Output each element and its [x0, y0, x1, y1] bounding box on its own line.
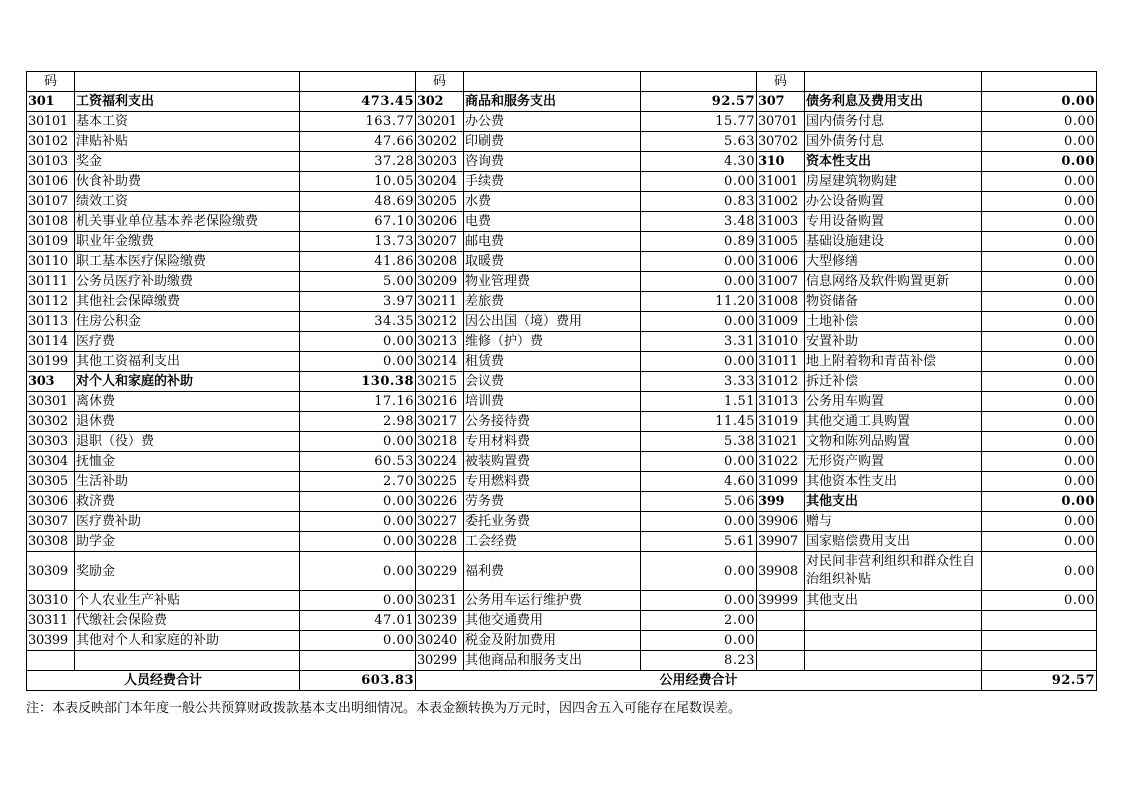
- table-row: [27, 591, 1097, 611]
- code-cell: 30218: [416, 432, 464, 452]
- amount-cell: 0.00: [982, 412, 1097, 432]
- table-row: [27, 412, 1097, 432]
- table-row: [27, 651, 1097, 671]
- item-name-cell: 津贴补贴: [75, 132, 300, 152]
- item-name-cell: 被装购置费: [464, 452, 641, 472]
- amount-cell: 0.00: [982, 591, 1097, 611]
- table-row: [27, 252, 1097, 272]
- item-name-cell: 房屋建筑物购建: [805, 172, 982, 192]
- amount-cell: 3.97: [300, 292, 416, 312]
- code-cell: 30109: [27, 232, 75, 252]
- item-name-cell: 维修（护）费: [464, 332, 641, 352]
- table-row: [27, 611, 1097, 631]
- code-cell: 302: [416, 92, 464, 112]
- item-name-cell: 取暖费: [464, 252, 641, 272]
- item-name-cell: 公务员医疗补助缴费: [75, 272, 300, 292]
- table-row: [27, 152, 1097, 172]
- code-cell: 30240: [416, 631, 464, 651]
- table-row: [27, 212, 1097, 232]
- item-name-cell: 福利费: [464, 552, 641, 591]
- code-cell: 31099: [757, 472, 805, 492]
- amount-cell: 4.30: [641, 152, 757, 172]
- code-cell: [27, 651, 75, 671]
- code-cell: 30302: [27, 412, 75, 432]
- amount-cell: 48.69: [300, 192, 416, 212]
- expenditure-detail-table: [26, 71, 1097, 691]
- amount-cell: 47.01: [300, 611, 416, 631]
- amount-cell: 3.33: [641, 372, 757, 392]
- code-cell: 31009: [757, 312, 805, 332]
- item-name-cell: 公务用车购置: [805, 392, 982, 412]
- amount-cell: 0.00: [982, 332, 1097, 352]
- code-header-3: 码: [757, 72, 805, 92]
- table-row: [27, 512, 1097, 532]
- item-name-cell: 其他资本性支出: [805, 472, 982, 492]
- table-row: [27, 392, 1097, 412]
- amount-cell: 0.00: [982, 132, 1097, 152]
- table-row: [27, 472, 1097, 492]
- item-name-cell: 印刷费: [464, 132, 641, 152]
- code-cell: 31011: [757, 352, 805, 372]
- item-name-cell: 离休费: [75, 392, 300, 412]
- code-cell: 31001: [757, 172, 805, 192]
- code-cell: 30311: [27, 611, 75, 631]
- item-name-cell: 差旅费: [464, 292, 641, 312]
- amount-cell: 37.28: [300, 152, 416, 172]
- amount-cell: 8.23: [641, 651, 757, 671]
- item-name-cell: 赠与: [805, 512, 982, 532]
- amount-cell: 0.00: [982, 432, 1097, 452]
- code-cell: 30702: [757, 132, 805, 152]
- code-cell: 31013: [757, 392, 805, 412]
- amount-cell: 0.89: [641, 232, 757, 252]
- amount-cell: 0.00: [300, 591, 416, 611]
- amount-cell: 0.00: [982, 372, 1097, 392]
- item-name-cell: 文物和陈列品购置: [805, 432, 982, 452]
- amount-cell: 0.00: [982, 452, 1097, 472]
- amount-cell: 130.38: [300, 372, 416, 392]
- code-cell: 30202: [416, 132, 464, 152]
- amount-cell: 0.00: [982, 272, 1097, 292]
- item-name-cell: 国外债务付息: [805, 132, 982, 152]
- public-total-label: 公用经费合计: [416, 671, 982, 691]
- table-row: [27, 452, 1097, 472]
- table-row: [27, 312, 1097, 332]
- empty-header-cell: [641, 72, 757, 92]
- code-cell: 31003: [757, 212, 805, 232]
- amount-cell: 4.60: [641, 472, 757, 492]
- item-name-cell: [805, 651, 982, 671]
- item-name-cell: 职业年金缴费: [75, 232, 300, 252]
- table-row: [27, 292, 1097, 312]
- amount-cell: 47.66: [300, 132, 416, 152]
- code-cell: 30208: [416, 252, 464, 272]
- code-cell: 30212: [416, 312, 464, 332]
- item-name-cell: 电费: [464, 212, 641, 232]
- code-cell: 30306: [27, 492, 75, 512]
- item-name-cell: 公务用车运行维护费: [464, 591, 641, 611]
- item-name-cell: 信息网络及软件购置更新: [805, 272, 982, 292]
- code-cell: 30203: [416, 152, 464, 172]
- amount-cell: 3.48: [641, 212, 757, 232]
- item-name-cell: 其他工资福利支出: [75, 352, 300, 372]
- code-cell: 30301: [27, 392, 75, 412]
- code-cell: 399: [757, 492, 805, 512]
- code-cell: 30102: [27, 132, 75, 152]
- table-row: [27, 232, 1097, 252]
- item-name-cell: 专用材料费: [464, 432, 641, 452]
- item-name-cell: 助学金: [75, 532, 300, 552]
- amount-cell: 0.00: [641, 452, 757, 472]
- code-cell: 30309: [27, 552, 75, 591]
- code-cell: 30107: [27, 192, 75, 212]
- item-name-cell: 劳务费: [464, 492, 641, 512]
- amount-cell: 0.83: [641, 192, 757, 212]
- code-cell: 30211: [416, 292, 464, 312]
- amount-cell: [982, 631, 1097, 651]
- code-cell: 31005: [757, 232, 805, 252]
- amount-cell: 0.00: [982, 472, 1097, 492]
- amount-cell: 0.00: [300, 532, 416, 552]
- item-name-cell: 办公费: [464, 112, 641, 132]
- item-name-cell: 大型修缮: [805, 252, 982, 272]
- code-cell: 30303: [27, 432, 75, 452]
- item-name-cell: 地上附着物和青苗补偿: [805, 352, 982, 372]
- amount-cell: 5.61: [641, 532, 757, 552]
- amount-cell: [982, 651, 1097, 671]
- personnel-total-value: 603.83: [300, 671, 416, 691]
- item-name-cell: 伙食补助费: [75, 172, 300, 192]
- code-cell: 30111: [27, 272, 75, 292]
- code-cell: 30207: [416, 232, 464, 252]
- item-name-cell: 国内债务付息: [805, 112, 982, 132]
- item-name-cell: 职工基本医疗保险缴费: [75, 252, 300, 272]
- item-name-cell: 土地补偿: [805, 312, 982, 332]
- amount-cell: 0.00: [982, 152, 1097, 172]
- item-name-cell: 救济费: [75, 492, 300, 512]
- amount-cell: 2.70: [300, 472, 416, 492]
- code-cell: 30225: [416, 472, 464, 492]
- item-name-cell: 工会经费: [464, 532, 641, 552]
- table-row: [27, 92, 1097, 112]
- empty-header-cell: [300, 72, 416, 92]
- code-cell: 31021: [757, 432, 805, 452]
- item-name-cell: 税金及附加费用: [464, 631, 641, 651]
- code-cell: 310: [757, 152, 805, 172]
- item-name-cell: 生活补助: [75, 472, 300, 492]
- amount-cell: 0.00: [982, 92, 1097, 112]
- item-name-cell: 国家赔偿费用支出: [805, 532, 982, 552]
- item-name-cell: 奖励金: [75, 552, 300, 591]
- item-name-cell: 其他社会保障缴费: [75, 292, 300, 312]
- code-cell: 30201: [416, 112, 464, 132]
- item-name-cell: 对个人和家庭的补助: [75, 372, 300, 392]
- amount-cell: 0.00: [641, 591, 757, 611]
- item-name-cell: 专用设备购置: [805, 212, 982, 232]
- table-row: [27, 631, 1097, 651]
- amount-cell: 92.57: [641, 92, 757, 112]
- code-cell: 30206: [416, 212, 464, 232]
- item-name-cell: [75, 651, 300, 671]
- amount-cell: 0.00: [982, 552, 1097, 591]
- amount-cell: 5.38: [641, 432, 757, 452]
- table-row: [27, 432, 1097, 452]
- code-cell: 31012: [757, 372, 805, 392]
- code-header-1: 码: [27, 72, 75, 92]
- amount-cell: 0.00: [641, 172, 757, 192]
- amount-cell: 0.00: [982, 192, 1097, 212]
- amount-cell: 0.00: [982, 212, 1097, 232]
- item-name-cell: 债务利息及费用支出: [805, 92, 982, 112]
- code-cell: 301: [27, 92, 75, 112]
- amount-cell: 0.00: [300, 631, 416, 651]
- item-name-cell: 其他对个人和家庭的补助: [75, 631, 300, 651]
- amount-cell: 0.00: [641, 631, 757, 651]
- item-name-cell: 拆迁补偿: [805, 372, 982, 392]
- item-name-cell: [805, 631, 982, 651]
- item-name-cell: 委托业务费: [464, 512, 641, 532]
- code-cell: 30213: [416, 332, 464, 352]
- amount-cell: 0.00: [641, 352, 757, 372]
- code-cell: 30228: [416, 532, 464, 552]
- code-cell: 30114: [27, 332, 75, 352]
- item-name-cell: 退休费: [75, 412, 300, 432]
- code-cell: 30229: [416, 552, 464, 591]
- amount-cell: 0.00: [982, 292, 1097, 312]
- code-cell: 31010: [757, 332, 805, 352]
- item-name-cell: 工资福利支出: [75, 92, 300, 112]
- amount-cell: 11.20: [641, 292, 757, 312]
- code-cell: 30103: [27, 152, 75, 172]
- amount-cell: 1.51: [641, 392, 757, 412]
- item-name-cell: 其他支出: [805, 591, 982, 611]
- personnel-total-label: 人员经费合计: [27, 671, 300, 691]
- code-cell: 31019: [757, 412, 805, 432]
- code-cell: 30112: [27, 292, 75, 312]
- amount-cell: 0.00: [982, 392, 1097, 412]
- item-name-cell: 基本工资: [75, 112, 300, 132]
- amount-cell: 2.98: [300, 412, 416, 432]
- table-row: [27, 192, 1097, 212]
- amount-cell: 0.00: [641, 552, 757, 591]
- code-cell: 30304: [27, 452, 75, 472]
- amount-cell: 17.16: [300, 392, 416, 412]
- code-cell: 30205: [416, 192, 464, 212]
- code-cell: 30101: [27, 112, 75, 132]
- table-row: [27, 352, 1097, 372]
- amount-cell: 0.00: [300, 552, 416, 591]
- code-cell: 30204: [416, 172, 464, 192]
- amount-cell: 0.00: [300, 492, 416, 512]
- item-name-cell: 机关事业单位基本养老保险缴费: [75, 212, 300, 232]
- code-cell: 30110: [27, 252, 75, 272]
- amount-cell: 41.86: [300, 252, 416, 272]
- code-cell: 30299: [416, 651, 464, 671]
- amount-cell: 0.00: [982, 112, 1097, 132]
- code-cell: 30214: [416, 352, 464, 372]
- amount-cell: 34.35: [300, 312, 416, 332]
- item-name-cell: 资本性支出: [805, 152, 982, 172]
- item-name-cell: 代缴社会保险费: [75, 611, 300, 631]
- code-cell: 30113: [27, 312, 75, 332]
- table-row: [27, 132, 1097, 152]
- code-cell: 30209: [416, 272, 464, 292]
- item-name-cell: 培训费: [464, 392, 641, 412]
- amount-cell: 0.00: [300, 512, 416, 532]
- code-cell: 39999: [757, 591, 805, 611]
- code-cell: 30310: [27, 591, 75, 611]
- item-name-cell: [805, 611, 982, 631]
- public-total-value: 92.57: [982, 671, 1097, 691]
- amount-cell: 0.00: [641, 272, 757, 292]
- amount-cell: 5.00: [300, 272, 416, 292]
- code-cell: 303: [27, 372, 75, 392]
- item-name-cell: 绩效工资: [75, 192, 300, 212]
- amount-cell: 0.00: [300, 332, 416, 352]
- code-cell: 30199: [27, 352, 75, 372]
- amount-cell: 3.31: [641, 332, 757, 352]
- item-name-cell: 物业管理费: [464, 272, 641, 292]
- amount-cell: 11.45: [641, 412, 757, 432]
- item-name-cell: 办公设备购置: [805, 192, 982, 212]
- item-name-cell: 医疗费: [75, 332, 300, 352]
- amount-cell: 60.53: [300, 452, 416, 472]
- amount-cell: 10.05: [300, 172, 416, 192]
- amount-cell: [982, 611, 1097, 631]
- item-name-cell: 手续费: [464, 172, 641, 192]
- amount-cell: 67.10: [300, 212, 416, 232]
- amount-cell: 0.00: [982, 232, 1097, 252]
- code-cell: 30108: [27, 212, 75, 232]
- code-cell: 31002: [757, 192, 805, 212]
- amount-cell: 0.00: [982, 532, 1097, 552]
- table-row: [27, 112, 1097, 132]
- code-cell: 39908: [757, 552, 805, 591]
- code-cell: 30308: [27, 532, 75, 552]
- table-row: [27, 172, 1097, 192]
- item-name-cell: 个人农业生产补贴: [75, 591, 300, 611]
- item-name-cell: 奖金: [75, 152, 300, 172]
- table-row: [27, 372, 1097, 392]
- code-cell: 31007: [757, 272, 805, 292]
- item-name-cell: 其他交通费用: [464, 611, 641, 631]
- item-name-cell: 水费: [464, 192, 641, 212]
- code-cell: 30216: [416, 392, 464, 412]
- code-cell: [757, 651, 805, 671]
- header-row: [27, 72, 1097, 92]
- amount-cell: 0.00: [982, 492, 1097, 512]
- amount-cell: 0.00: [982, 352, 1097, 372]
- item-name-cell: 无形资产购置: [805, 452, 982, 472]
- item-name-cell: 邮电费: [464, 232, 641, 252]
- code-cell: 30215: [416, 372, 464, 392]
- empty-header-cell: [75, 72, 300, 92]
- item-name-cell: 其他交通工具购置: [805, 412, 982, 432]
- amount-cell: 0.00: [982, 172, 1097, 192]
- code-header-2: 码: [416, 72, 464, 92]
- item-name-cell: 专用燃料费: [464, 472, 641, 492]
- code-cell: 39907: [757, 532, 805, 552]
- table-row: [27, 492, 1097, 512]
- amount-cell: 5.06: [641, 492, 757, 512]
- amount-cell: 0.00: [300, 432, 416, 452]
- item-name-cell: 物资储备: [805, 292, 982, 312]
- item-name-cell: 咨询费: [464, 152, 641, 172]
- code-cell: 30231: [416, 591, 464, 611]
- amount-cell: 15.77: [641, 112, 757, 132]
- amount-cell: 0.00: [300, 352, 416, 372]
- code-cell: 30701: [757, 112, 805, 132]
- item-name-cell: 安置补助: [805, 332, 982, 352]
- item-name-cell: 其他支出: [805, 492, 982, 512]
- code-cell: 30224: [416, 452, 464, 472]
- item-name-cell: 医疗费补助: [75, 512, 300, 532]
- item-name-cell: 因公出国（境）费用: [464, 312, 641, 332]
- item-name-cell: 抚恤金: [75, 452, 300, 472]
- table-row: [27, 552, 1097, 591]
- item-name-cell: 其他商品和服务支出: [464, 651, 641, 671]
- empty-header-cell: [805, 72, 982, 92]
- amount-cell: 0.00: [641, 512, 757, 532]
- amount-cell: 2.00: [641, 611, 757, 631]
- code-cell: 30106: [27, 172, 75, 192]
- code-cell: 30227: [416, 512, 464, 532]
- table-footnote: 注：本表反映部门本年度一般公共预算财政拨款基本支出明细情况。本表金额转换为万元时，因四舍五入可能存在尾数误差。: [26, 701, 742, 716]
- amount-cell: 473.45: [300, 92, 416, 112]
- totals-row: [27, 671, 1097, 691]
- item-name-cell: 公务接待费: [464, 412, 641, 432]
- amount-cell: 0.00: [982, 512, 1097, 532]
- code-cell: 307: [757, 92, 805, 112]
- amount-cell: 0.00: [641, 312, 757, 332]
- amount-cell: 0.00: [641, 252, 757, 272]
- item-name-cell: 退职（役）费: [75, 432, 300, 452]
- code-cell: [757, 631, 805, 651]
- item-name-cell: 租赁费: [464, 352, 641, 372]
- code-cell: 39906: [757, 512, 805, 532]
- code-cell: [757, 611, 805, 631]
- empty-header-cell: [982, 72, 1097, 92]
- amount-cell: 0.00: [982, 312, 1097, 332]
- amount-cell: 13.73: [300, 232, 416, 252]
- item-name-cell: 商品和服务支出: [464, 92, 641, 112]
- code-cell: 31008: [757, 292, 805, 312]
- table-row: [27, 272, 1097, 292]
- code-cell: 30217: [416, 412, 464, 432]
- code-cell: 31006: [757, 252, 805, 272]
- amount-cell: 163.77: [300, 112, 416, 132]
- code-cell: 30399: [27, 631, 75, 651]
- item-name-cell: 住房公积金: [75, 312, 300, 332]
- item-name-cell: 基础设施建设: [805, 232, 982, 252]
- code-cell: 30226: [416, 492, 464, 512]
- code-cell: 30305: [27, 472, 75, 492]
- table-row: [27, 332, 1097, 352]
- amount-cell: 0.00: [982, 252, 1097, 272]
- code-cell: 30239: [416, 611, 464, 631]
- amount-cell: [300, 651, 416, 671]
- empty-header-cell: [464, 72, 641, 92]
- amount-cell: 5.63: [641, 132, 757, 152]
- code-cell: 31022: [757, 452, 805, 472]
- item-name-cell: 对民间非营利组织和群众性自治组织补贴: [805, 552, 982, 591]
- code-cell: 30307: [27, 512, 75, 532]
- table-row: [27, 532, 1097, 552]
- item-name-cell: 会议费: [464, 372, 641, 392]
